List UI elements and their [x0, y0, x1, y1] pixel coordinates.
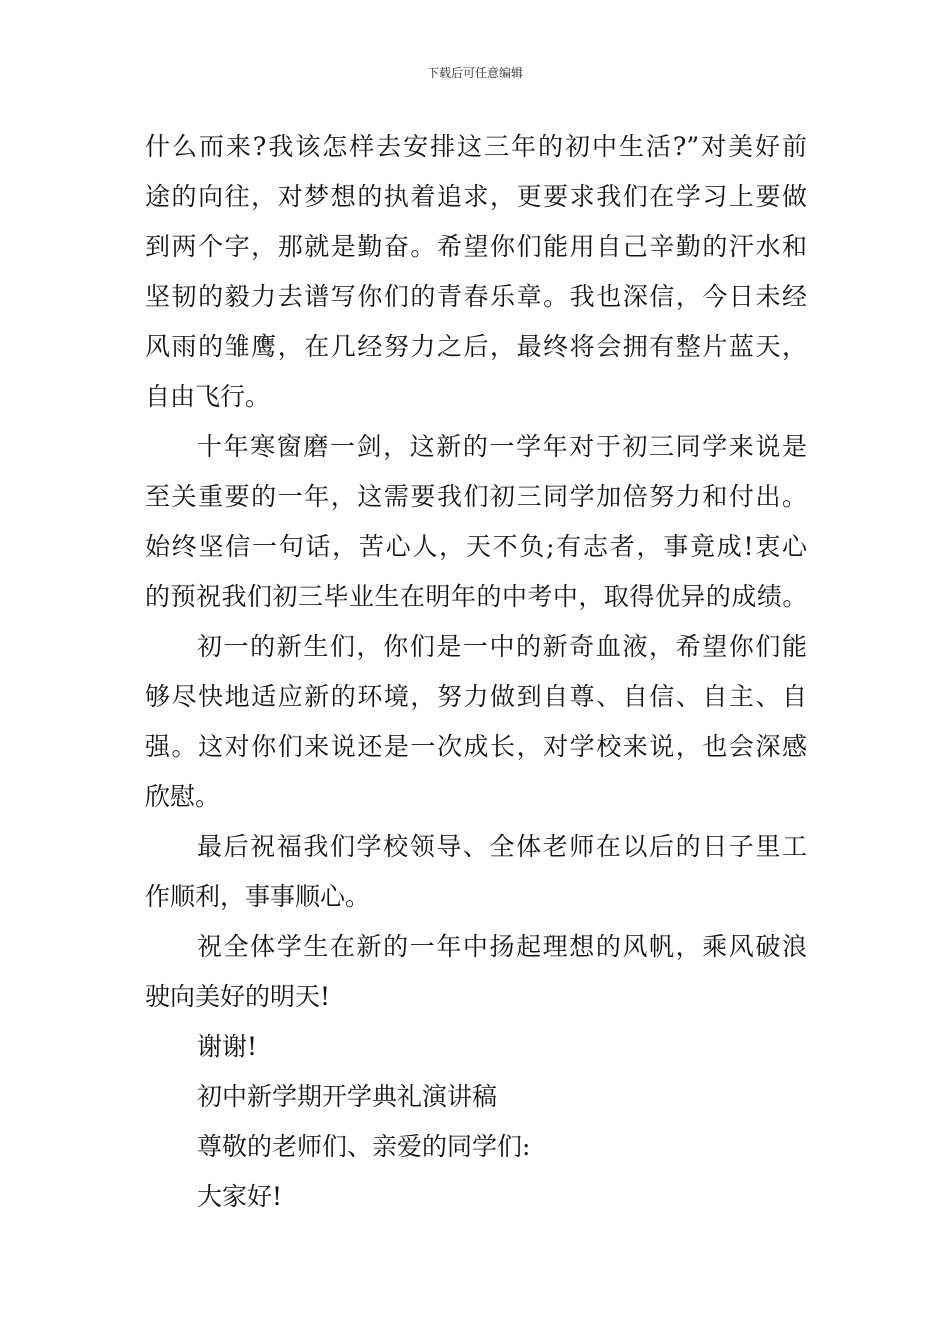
salutation: [145, 1122, 807, 1172]
text-line: 大家好!: [197, 1182, 283, 1211]
text-line: 最后祝福我们学校领导、全体老师在以后的日子里工: [197, 832, 807, 861]
paragraph-4: [145, 822, 807, 922]
greeting: [145, 1172, 807, 1222]
text-line: 自由飞行。: [145, 382, 271, 411]
text-line: 至关重要的一年，这需要我们初三同学加倍努力和付出。: [145, 482, 807, 511]
document-body: [145, 122, 807, 1222]
text-line: 什么而来?我该怎样去安排这三年的初中生活?”对美好前: [145, 132, 807, 161]
text-line: 祝全体学生在新的一年中扬起理想的风帆，乘风破浪: [197, 932, 807, 961]
paragraph-1: [145, 122, 807, 422]
paragraph-5: [145, 922, 807, 1022]
speech-title: [145, 1072, 807, 1122]
text-line: 作顺利，事事顺心。: [145, 882, 371, 911]
page-header: 下载后可任意编辑: [426, 66, 523, 80]
text-line: 够尽快地适应新的环境，努力做到自尊、自信、自主、自: [145, 682, 807, 711]
text-line: 的预祝我们初三毕业生在明年的中考中，取得优异的成绩。: [145, 582, 807, 611]
paragraph-3: [145, 622, 807, 822]
text-line: 到两个字，那就是勤奋。希望你们能用自己辛勤的汗水和: [145, 232, 807, 261]
text-line: 十年寒窗磨一剑，这新的一学年对于初三同学来说是: [197, 432, 807, 461]
text-line: 驶向美好的明天!: [145, 982, 331, 1011]
text-line: 谢谢!: [197, 1032, 258, 1061]
text-line: 欣慰。: [145, 782, 221, 811]
text-line: 强。这对你们来说还是一次成长，对学校来说，也会深感: [145, 732, 807, 761]
text-line: 途的向往，对梦想的执着追求，更要求我们在学习上要做: [145, 182, 807, 211]
thanks-line: [145, 1022, 807, 1072]
text-line: 坚韧的毅力去谱写你们的青春乐章。我也深信，今日未经: [145, 282, 807, 311]
text-line: 尊敬的老师们、亲爱的同学们:: [197, 1132, 531, 1161]
paragraph-2: [145, 422, 807, 622]
text-line: 风雨的雏鹰，在几经努力之后，最终将会拥有整片蓝天，: [145, 332, 807, 361]
text-line: 始终坚信一句话，苦心人，天不负;有志者，事竟成!衷心: [145, 532, 807, 561]
text-line: 初中新学期开学典礼演讲稿: [197, 1082, 498, 1111]
text-line: 初一的新生们，你们是一中的新奇血液，希望你们能: [197, 632, 807, 661]
